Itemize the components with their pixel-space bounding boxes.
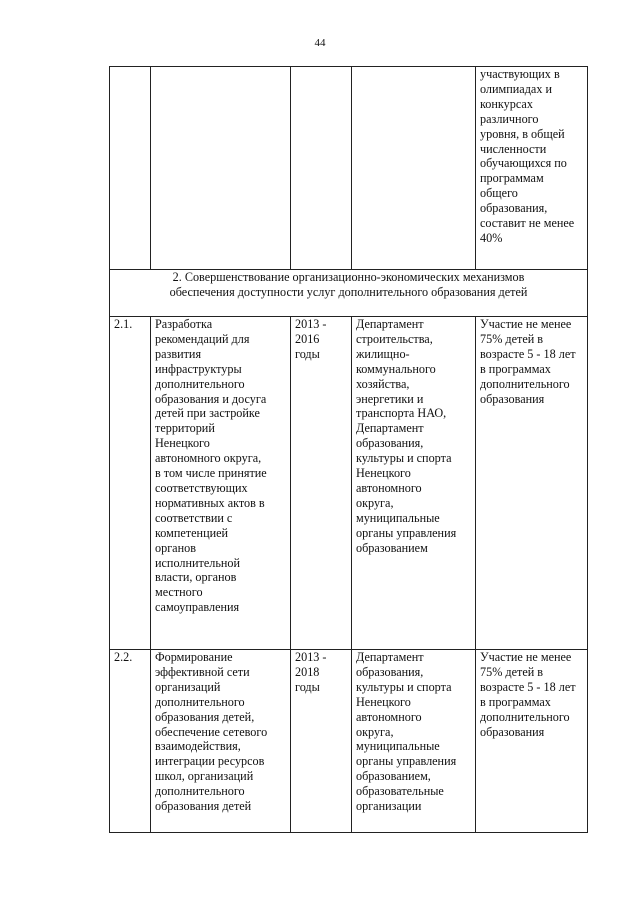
result-cell: Участие не менее 75% детей в возрасте 5 - 18 лет в программах дополнительного образования	[476, 650, 588, 833]
table-row	[110, 67, 588, 270]
period-cell: 2013 - 2016 годы	[291, 317, 352, 650]
number-cell	[110, 67, 151, 270]
table-row	[110, 317, 588, 650]
row-number: 2.2.	[110, 650, 151, 833]
executors-cell: Департамент образования, культуры и спорта Ненецкого автономного округа, муниципальные органы управления образованием, образовательные организации	[352, 650, 476, 833]
period-cell: 2013 - 2018 годы	[291, 650, 352, 833]
measures-table	[109, 66, 588, 833]
row-number: 2.1.	[110, 317, 151, 650]
section-heading-row	[110, 270, 588, 317]
section-heading: 2. Совершенствование организационно-экономических механизмов обеспечения доступности услуг дополнительного образования детей	[110, 270, 588, 317]
executors-cell	[352, 67, 476, 270]
table-row	[110, 650, 588, 833]
result-cell: Участие не менее 75% детей в возрасте 5 - 18 лет в программах дополнительного образования	[476, 317, 588, 650]
measure-cell: Формирование эффективной сети организаций дополнительного образования детей, обеспечение сетевого взаимодействия, интеграции ресурсов школ, организаций дополнительного образования детей	[151, 650, 291, 833]
period-cell	[291, 67, 352, 270]
executors-cell: Департамент строительства, жилищно- коммунального хозяйства, энергетики и транспорта НАО, Департамент образования, культуры и спорта Ненецкого автономного округа, муниципальные органы управления образованием	[352, 317, 476, 650]
measure-cell	[151, 67, 291, 270]
measure-cell: Разработка рекомендаций для развития инфраструктуры дополнительного образования и досуга детей при застройке территорий Ненецкого автономного округа, в том числе принятие соответствующих нормативных актов в соответствии с компетенцией органов исполнительной власти, органов местного самоуправления	[151, 317, 291, 650]
result-cell: участвующих в олимпиадах и конкурсах различного уровня, в общей численности обучающихся по программам общего образования, составит не менее 40%	[476, 67, 588, 270]
page-number: 44	[314, 37, 326, 49]
